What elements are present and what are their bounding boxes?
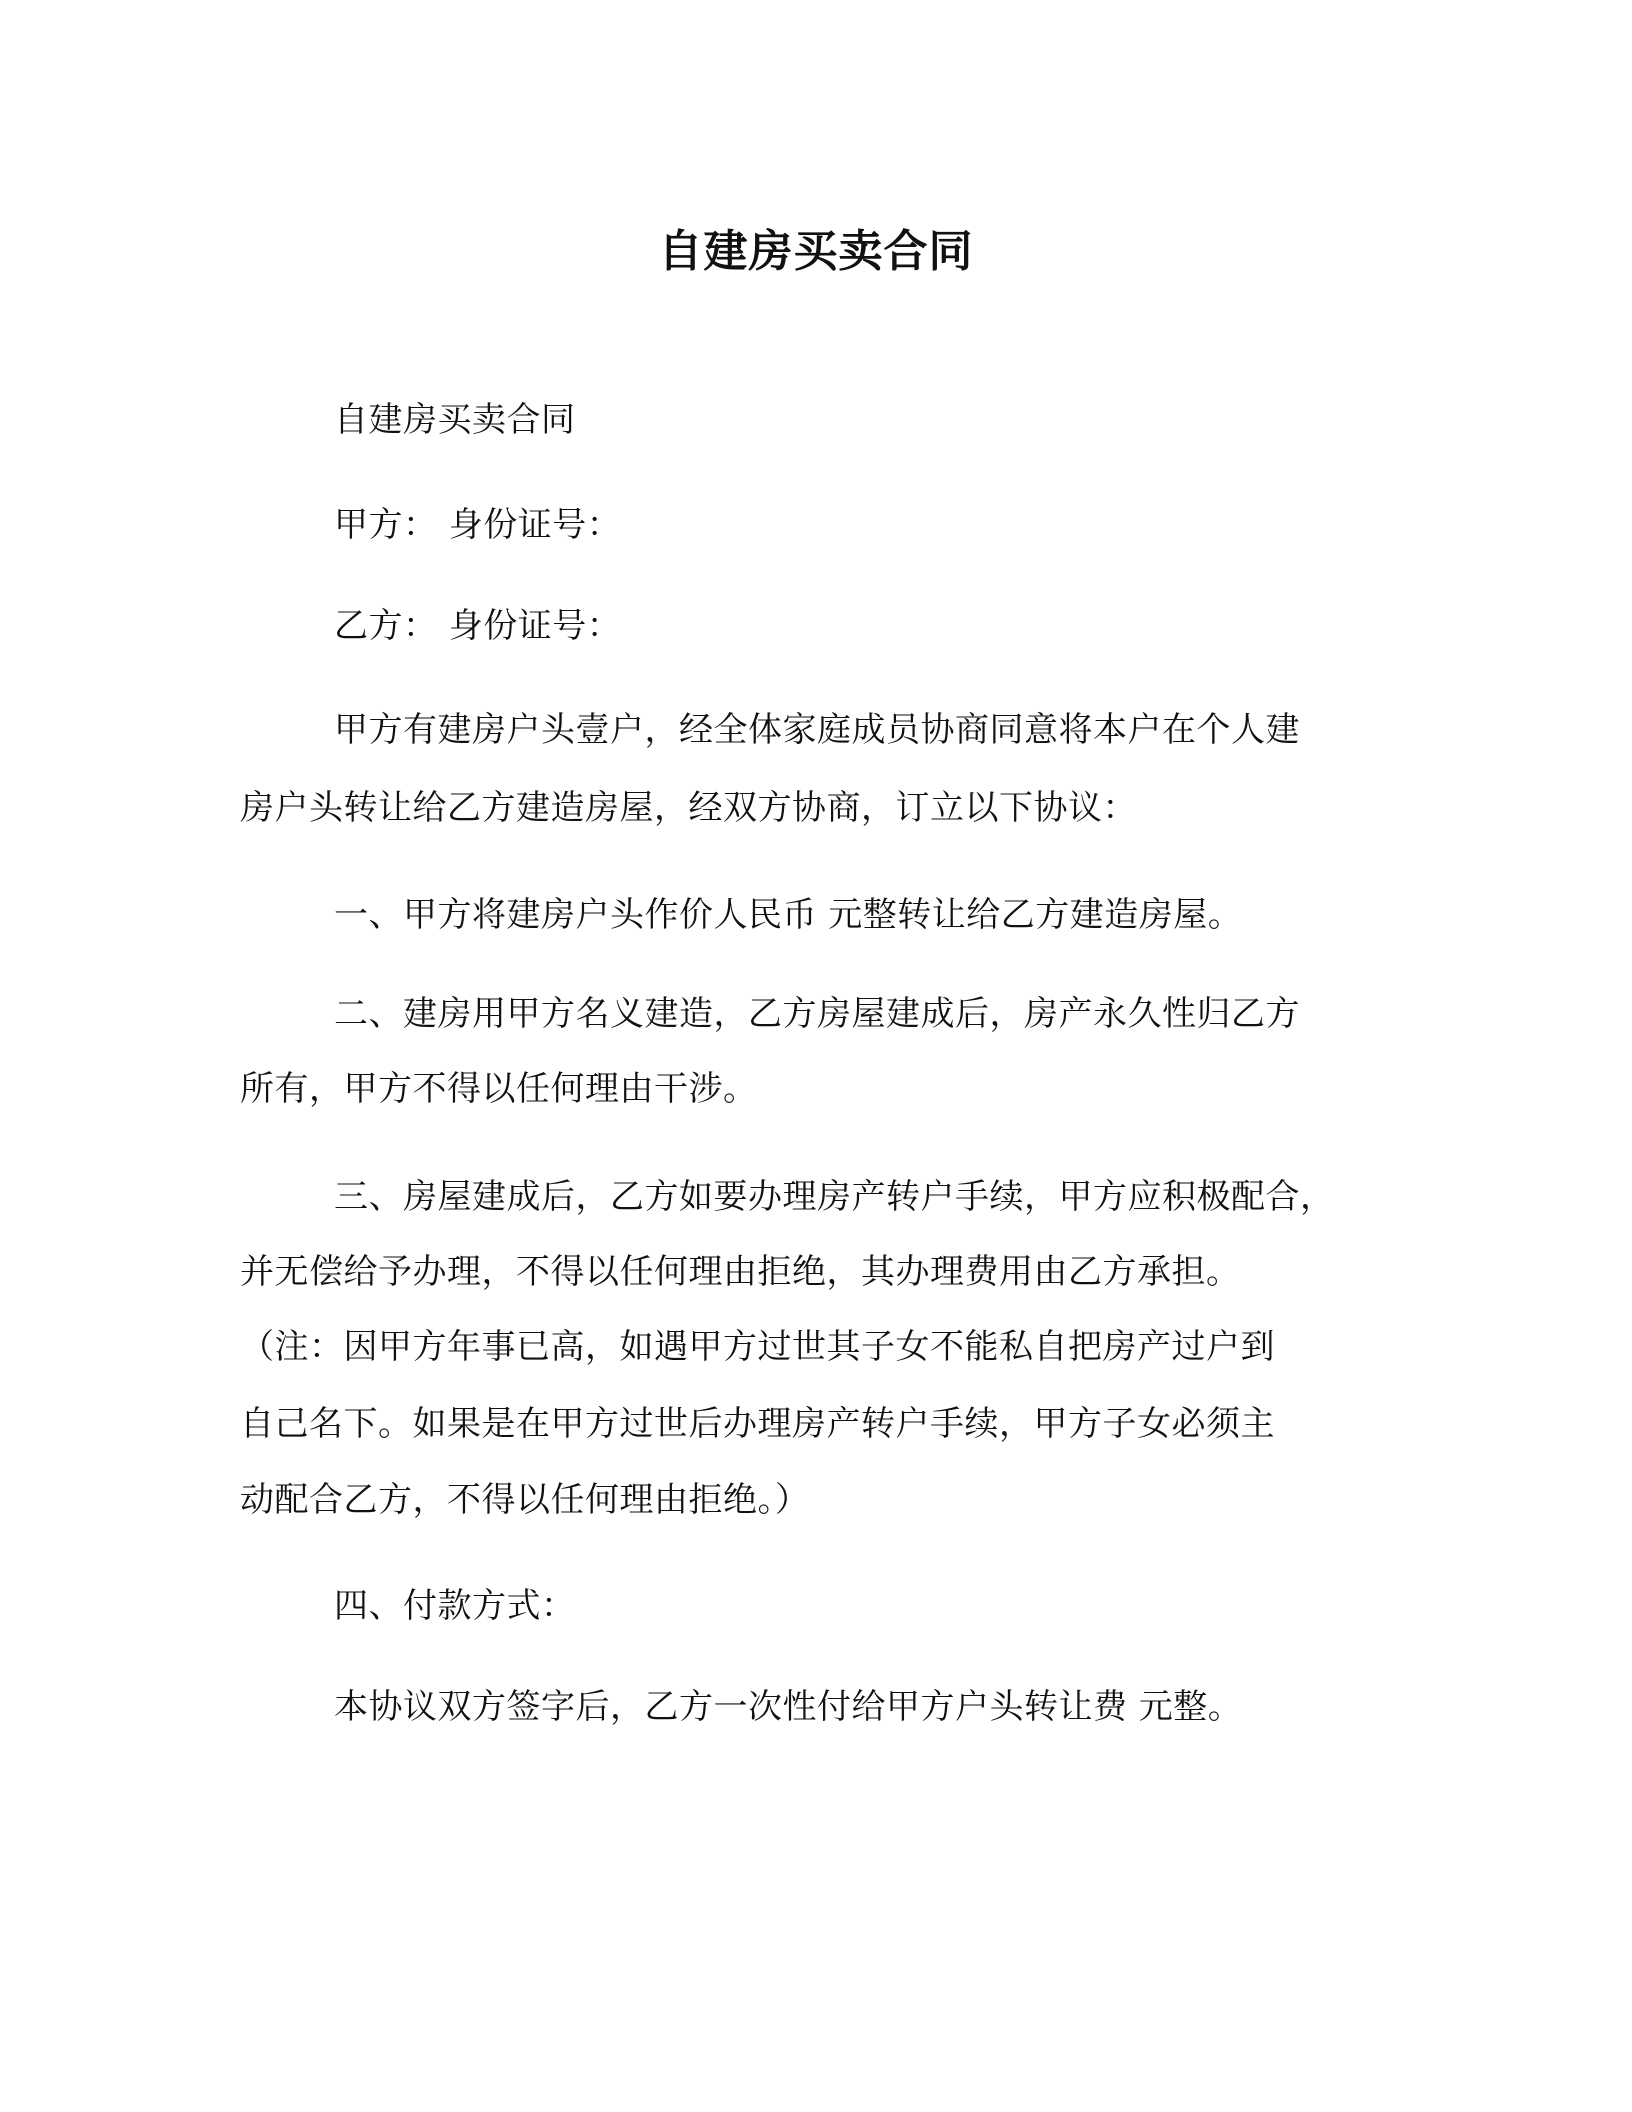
clause-3-line-1: 三、房屋建成后，乙方如要办理房产转户手续，甲方应积极配合， <box>334 1177 1335 1217</box>
clause-3-note-line-3: 动配合乙方，不得以任何理由拒绝。） <box>240 1480 810 1520</box>
clause-3-note-line-1: （注：因甲方年事已高，如遇甲方过世其子女不能私自把房产过户到 <box>240 1327 1275 1367</box>
clause-4-heading: 四、付款方式： <box>334 1586 576 1626</box>
document-title: 自建房买卖合同 <box>658 226 974 277</box>
clause-1-line-1: 一、甲方将建房户头作价人民币 元整转让给乙方建造房屋。 <box>334 895 1243 935</box>
clause-2-line-1: 二、建房用甲方名义建造，乙方房屋建成后，房产永久性归乙方 <box>334 994 1300 1034</box>
clause-3-line-2: 并无偿给予办理，不得以任何理由拒绝，其办理费用由乙方承担。 <box>240 1252 1241 1292</box>
document-subtitle: 自建房买卖合同 <box>334 400 576 440</box>
party-a-line: 甲方： 身份证号： <box>334 505 622 545</box>
party-b-line: 乙方： 身份证号： <box>334 606 622 646</box>
clause-4-body: 本协议双方签字后，乙方一次性付给甲方户头转让费 元整。 <box>334 1687 1243 1727</box>
clause-3-note-line-2: 自己名下。如果是在甲方过世后办理房产转户手续，甲方子女必须主 <box>240 1404 1275 1444</box>
intro-line-2: 房户头转让给乙方建造房屋，经双方协商，订立以下协议： <box>240 788 1137 828</box>
clause-2-line-2: 所有，甲方不得以任何理由干涉。 <box>240 1069 758 1109</box>
intro-line-1: 甲方有建房户头壹户，经全体家庭成员协商同意将本户在个人建 <box>334 710 1300 750</box>
